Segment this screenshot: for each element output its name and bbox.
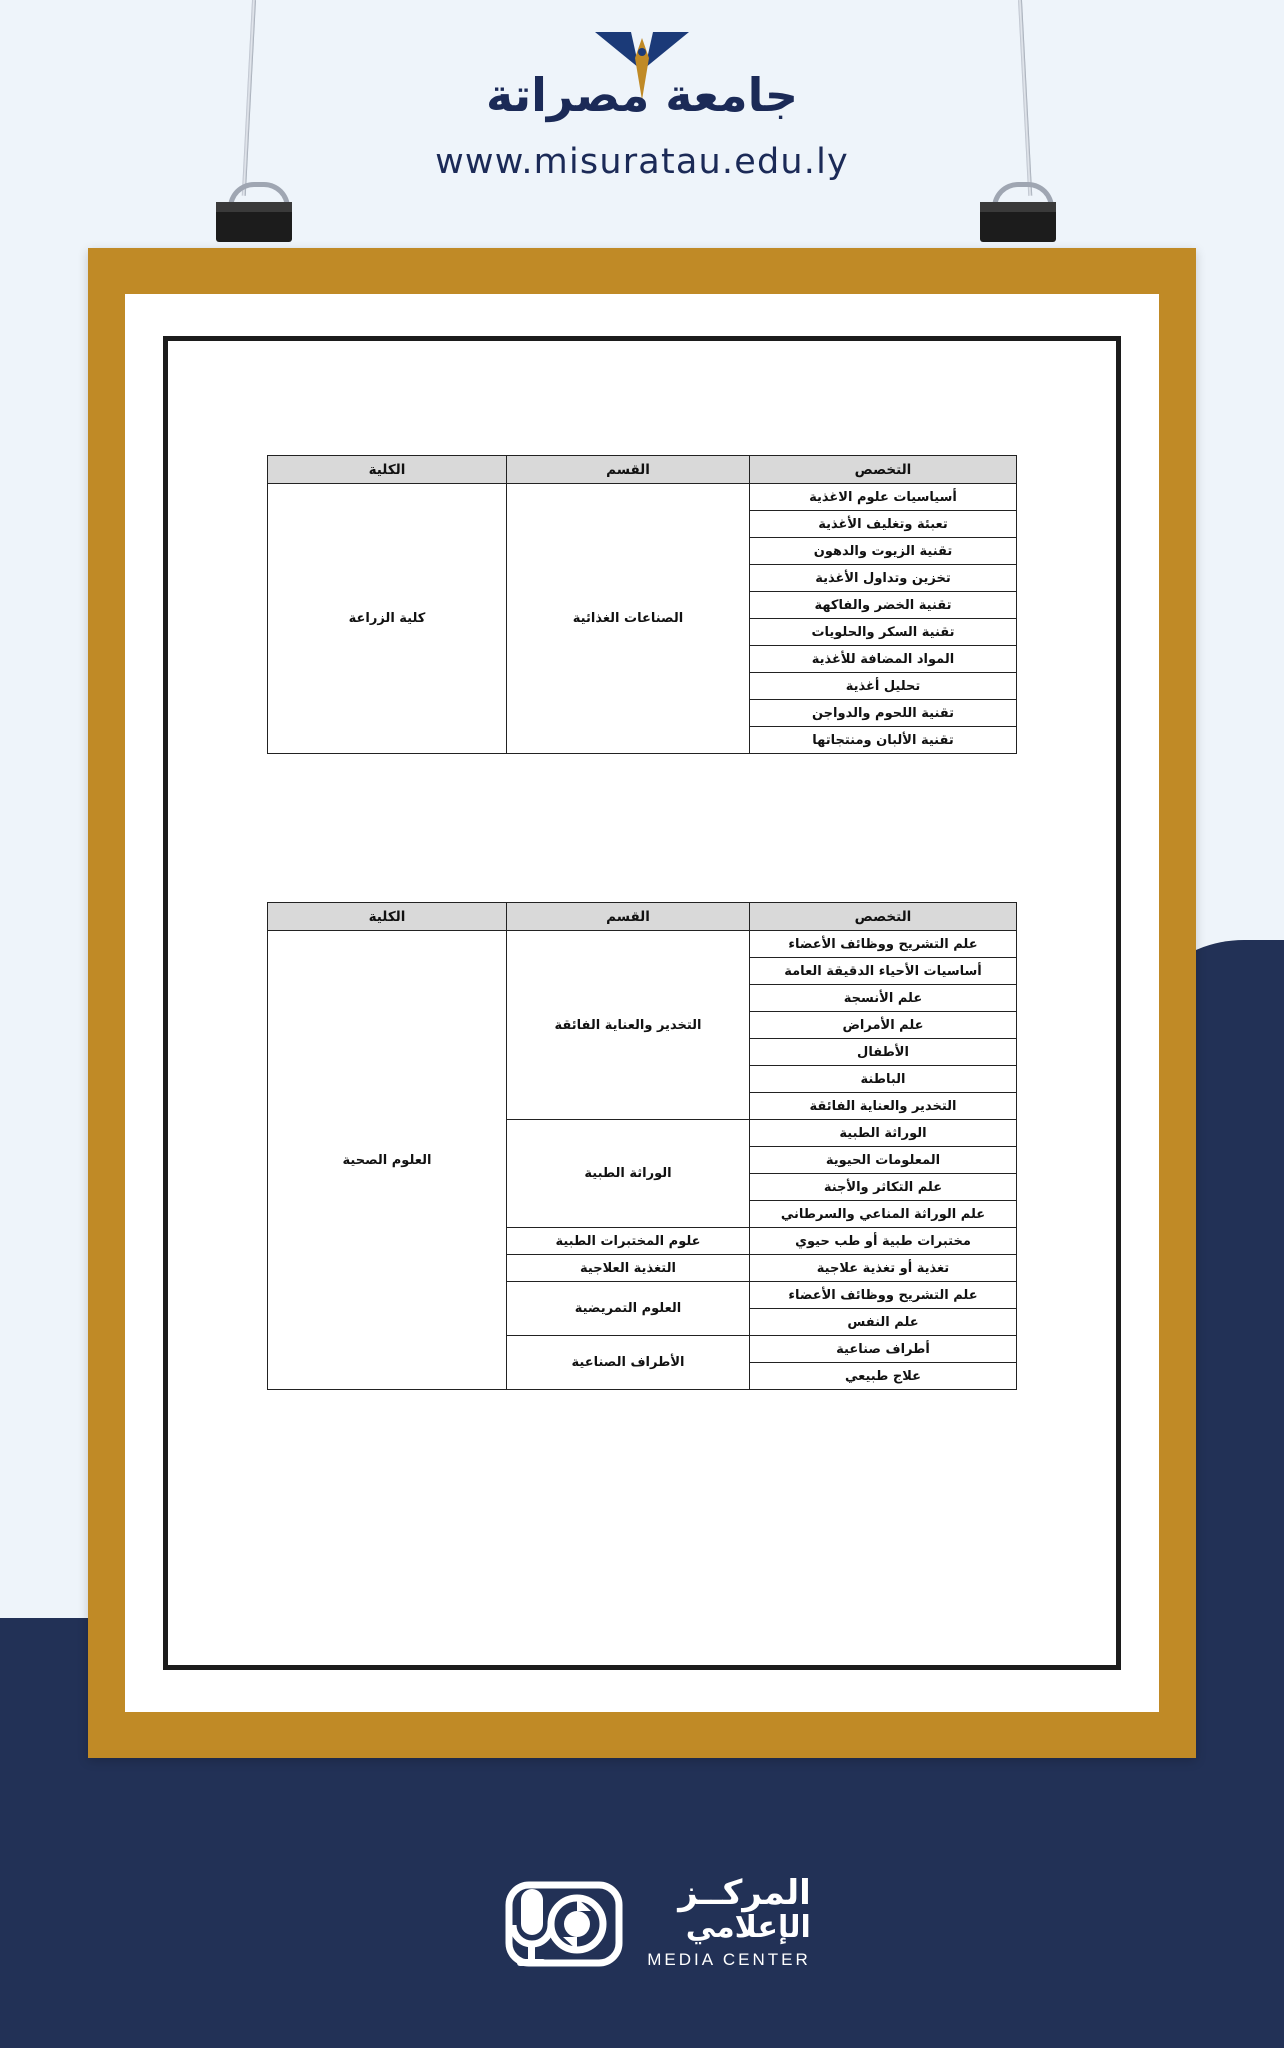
cell-department: العلوم التمريضية <box>507 1282 750 1336</box>
media-center-block <box>473 1867 811 1979</box>
header-specialization: التخصص <box>750 456 1017 484</box>
media-center-arabic-line2: الإعلامي <box>685 1910 811 1946</box>
cell-specialization: تقنية الزيوت والدهون <box>750 538 1017 565</box>
cell-specialization: التخدير والعناية الفائقة <box>750 1093 1017 1120</box>
cell-specialization: الباطنة <box>750 1066 1017 1093</box>
header-faculty: الكلية <box>268 456 507 484</box>
cell-specialization: المعلومات الحيوية <box>750 1147 1017 1174</box>
cell-department: الأطراف الصناعية <box>507 1336 750 1390</box>
faculty-table-agriculture <box>168 455 1116 754</box>
cell-specialization: علم الوراثة المناعي والسرطاني <box>750 1201 1017 1228</box>
cell-specialization: علم الأنسجة <box>750 985 1017 1012</box>
cell-specialization: تقنية الخضر والفاكهة <box>750 592 1017 619</box>
poster-frame <box>88 248 1196 1758</box>
cell-department: الصناعات الغذائية <box>507 484 750 754</box>
cell-faculty: كلية الزراعة <box>268 484 507 754</box>
cell-specialization: مختبرات طبية أو طب حيوي <box>750 1228 1017 1255</box>
page-footer <box>0 1758 1284 2048</box>
cell-specialization: علم النفس <box>750 1309 1017 1336</box>
table-header-row <box>268 903 1017 931</box>
camera-microphone-icon <box>473 1867 625 1979</box>
cell-specialization: الوراثة الطبية <box>750 1120 1017 1147</box>
cell-specialization: تقنية السكر والحلويات <box>750 619 1017 646</box>
table-row <box>268 931 1017 958</box>
header-faculty: الكلية <box>268 903 507 931</box>
cell-specialization: علاج طبيعي <box>750 1363 1017 1390</box>
cell-faculty: العلوم الصحية <box>268 931 507 1390</box>
cell-specialization: تقنية الألبان ومنتجاتها <box>750 727 1017 754</box>
binder-clip-body <box>216 202 292 242</box>
poster-content-area <box>163 336 1121 1670</box>
table-header-row <box>268 456 1017 484</box>
university-website: www.misuratau.edu.ly <box>435 142 849 182</box>
cell-specialization: علم التكاثر والأجنة <box>750 1174 1017 1201</box>
binder-clip-right <box>972 182 1064 242</box>
cell-department: التخدير والعناية الفائقة <box>507 931 750 1120</box>
cell-specialization: تحليل أغذية <box>750 673 1017 700</box>
university-logo-block <box>332 26 952 182</box>
cell-specialization: أطراف صناعية <box>750 1336 1017 1363</box>
cell-specialization: الأطفال <box>750 1039 1017 1066</box>
cell-specialization: أساسيات الأحياء الدقيقة العامة <box>750 958 1017 985</box>
media-center-arabic-line1: المركــز <box>678 1872 811 1913</box>
poster-white-mat <box>125 294 1159 1712</box>
faculty-table-health-sciences <box>168 902 1116 1390</box>
cell-specialization: تعبئة وتغليف الأغذية <box>750 511 1017 538</box>
table-health-sciences <box>267 902 1017 1390</box>
header-department: القسم <box>507 903 750 931</box>
cell-department: علوم المختبرات الطبية <box>507 1228 750 1255</box>
cell-specialization: أسياسيات علوم الاغذية <box>750 484 1017 511</box>
header-specialization: التخصص <box>750 903 1017 931</box>
binder-clip-body <box>980 202 1056 242</box>
cell-department: التغذية العلاجية <box>507 1255 750 1282</box>
cell-specialization: علم الأمراض <box>750 1012 1017 1039</box>
cell-specialization: علم التشريح ووظائف الأعضاء <box>750 931 1017 958</box>
binder-clip-left <box>208 182 300 242</box>
cell-specialization: تخزين وتداول الأغذية <box>750 565 1017 592</box>
cell-department: الوراثة الطبية <box>507 1120 750 1228</box>
cell-specialization: المواد المضافة للأغذية <box>750 646 1017 673</box>
header-department: القسم <box>507 456 750 484</box>
media-center-english: MEDIA CENTER <box>647 1950 811 1970</box>
media-center-text <box>647 1872 811 1971</box>
cell-specialization: تقنية اللحوم والدواجن <box>750 700 1017 727</box>
table-agriculture <box>267 455 1017 754</box>
table-row <box>268 484 1017 511</box>
university-name-arabic: جامعة مصراتة <box>485 68 799 122</box>
cell-specialization: علم التشريح ووظائف الأعضاء <box>750 1282 1017 1309</box>
page-header <box>0 0 1284 240</box>
cell-specialization: تغذية أو تغذية علاجية <box>750 1255 1017 1282</box>
university-logo-arabic <box>332 26 952 136</box>
